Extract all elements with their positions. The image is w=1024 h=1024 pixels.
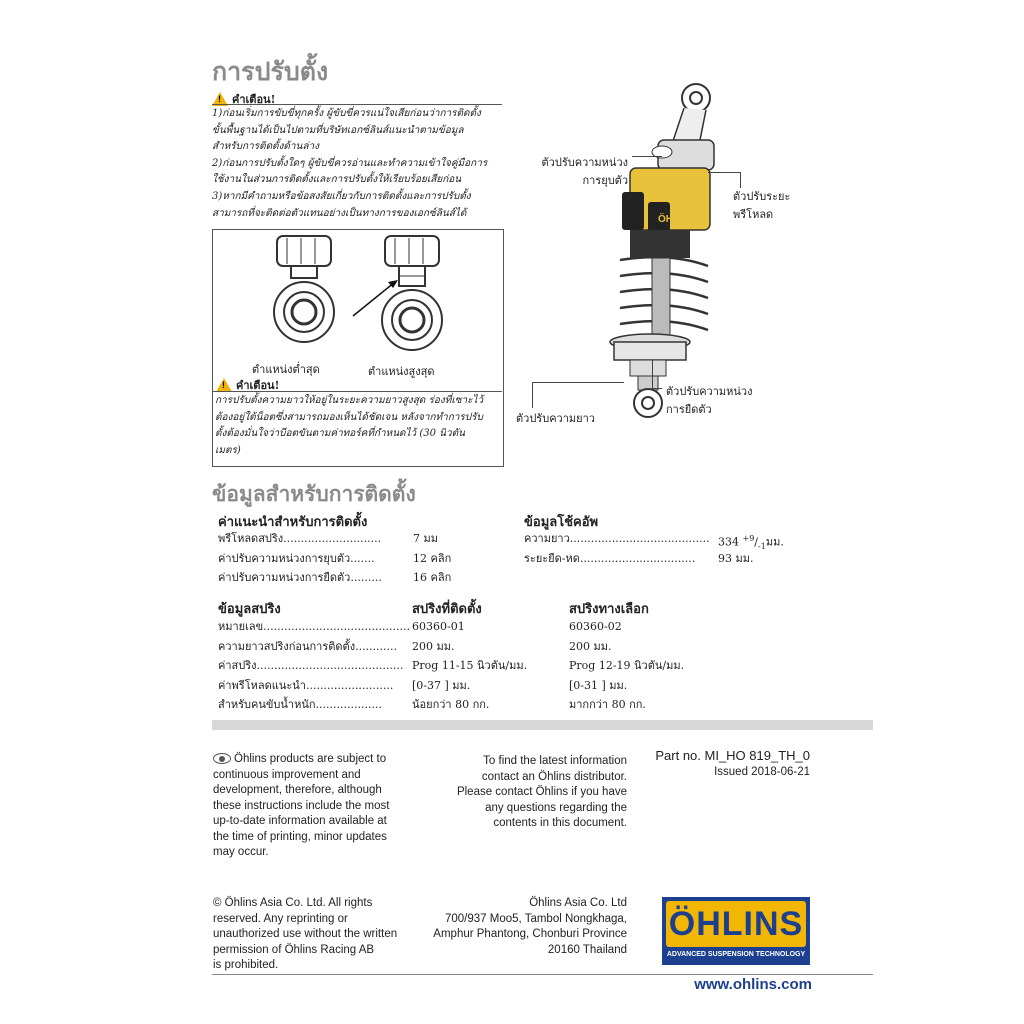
address-line: 20160 Thailand: [547, 943, 627, 956]
notice-block: [213, 752, 413, 861]
row-option: [0-31 ] มม.: [569, 678, 628, 692]
row-label: พรีโหลดสปริง............................: [218, 532, 382, 545]
callout-compression-l2: การยุบตัว: [582, 174, 628, 187]
row-label: ความยาวสปริงก่อนการติดตั้ง............: [218, 639, 398, 653]
row-value: 16 คลิก: [413, 571, 452, 584]
notice-line: these instructions include the most: [213, 799, 390, 812]
row-label: ค่าปรับความหน่วงการยุบตัว.......: [218, 551, 375, 565]
warning-line: สำหรับการติดตั้งด้านล่าง: [212, 141, 320, 153]
logo-text: ÖHLINS: [668, 904, 804, 943]
warning-label: คำเตือน!: [232, 93, 276, 106]
callout-rebound: [666, 383, 752, 419]
part-number: Part no. MI_HO 819_TH_0: [655, 748, 810, 763]
recommend-heading: ค่าแนะนำสำหรับการติดตั้ง: [218, 515, 368, 530]
notice-text: Öhlins products are subject to: [234, 753, 387, 765]
notice-line: the time of printing, minor updates: [213, 830, 387, 843]
table-row: [524, 549, 804, 569]
row-value: 12 คลิก: [413, 551, 452, 565]
copyright-line: permission of Öhlins Racing AB: [213, 943, 375, 956]
recommend-table: [218, 529, 468, 588]
copyright-line: © Öhlins Asia Co. Ltd. All rights: [213, 897, 373, 909]
installed-heading: สปริงที่ติดตั้ง: [412, 602, 482, 617]
website-link[interactable]: www.ohlins.com: [694, 976, 812, 993]
length-tol-minus: -1: [758, 541, 766, 551]
table-row: [524, 529, 804, 549]
notice-line: may occur.: [213, 846, 269, 858]
warning2-line: ต้องอยู่ใต้น็อตซึ่งสามารถมองเห็นได้ชัดเจน หลังจากทำการปรับ: [215, 411, 483, 423]
svg-text:ÖH: ÖH: [658, 214, 673, 225]
section-divider: [212, 720, 873, 730]
row-label: ค่าสปริง..........................................: [218, 659, 404, 672]
contact-line: To find the latest information: [483, 755, 627, 767]
row-label: หมายเลข..........................................: [218, 620, 411, 633]
row-installed: 60360-01: [412, 620, 465, 633]
row-installed: น้อยกว่า 80 กก.: [412, 698, 490, 711]
row-installed: Prog 11-15 นิวตัน/มม.: [412, 659, 528, 672]
row-label: ค่าพรีโหลดแนะนำ.........................: [218, 678, 394, 692]
row-option: มากกว่า 80 กก.: [569, 698, 646, 711]
address-line: Amphur Phantong, Chonburi Province: [433, 928, 627, 940]
row-label: ค่าปรับความหน่วงการยืดตัว.........: [218, 571, 382, 584]
warning2-label: คำเตือน!: [236, 379, 280, 392]
position-low-label: ตำแหน่งต่ำสุด: [252, 363, 320, 376]
warning-line: สามารถที่จะติดต่อตัวแทนอย่างเป็นทางการของเอกซ์ลินส์ได้: [212, 207, 467, 219]
length-unit: มม.: [765, 535, 784, 549]
warning-icon: [216, 378, 232, 392]
warning2-line: เมตร): [215, 444, 241, 456]
warning-line: ขั้นพื้นฐานได้เป็นไปตามที่บริษัทเอกซ์ลินส์แนะนำตามข้อมูล: [212, 124, 464, 136]
shock-heading: ข้อมูลโช้คอัพ: [524, 515, 599, 530]
spring-heading: ข้อมูลสปริง: [218, 602, 281, 617]
table-row: [218, 695, 698, 715]
contact-line: any questions regarding the: [485, 801, 627, 814]
row-label: ความยาว........................................: [524, 532, 710, 545]
row-value: 7 มม: [413, 532, 438, 545]
install-title: ข้อมูลสำหรับการติดตั้ง: [212, 481, 416, 506]
shock-table: [524, 529, 804, 568]
notice-line: up-to-date information available at: [213, 815, 387, 827]
row-option: 60360-02: [569, 620, 622, 633]
shock-absorber-illustration: [600, 80, 740, 425]
contact-line: contact an Öhlins distributor.: [481, 770, 627, 783]
table-row: [218, 637, 698, 657]
callout-compression-l1: ตัวปรับความหน่วง: [541, 156, 628, 169]
copyright-line: is prohibited.: [213, 959, 279, 971]
row-option: 200 มม.: [569, 639, 612, 653]
callout-preload: [733, 188, 790, 224]
rod-end-illustration: [213, 230, 501, 370]
rod-end-low: [274, 236, 334, 342]
callout-rebound-l1: ตัวปรับความหน่วง: [666, 385, 753, 398]
address-line: 700/937 Moo5, Tambol Nongkhaga,: [444, 912, 627, 925]
table-row: [218, 549, 468, 569]
length-tol-slash: /: [754, 535, 759, 549]
eye-icon: [213, 753, 231, 764]
rod-end-high: [382, 236, 442, 350]
notice-line: development, therefore, although: [213, 784, 382, 796]
contact-block: [432, 754, 627, 832]
warning-line: 3)หากมีคำถามหรือข้อสงสัยเกี่ยวกับการติดตั้งและการปรับตั้ง: [212, 190, 471, 202]
warning2-text: [215, 393, 501, 459]
position-high-label: ตำแหน่งสูงสุด: [368, 365, 435, 378]
row-label: สำหรับคนขับน้ำหนัก...................: [218, 698, 382, 711]
contact-line: contents in this document.: [493, 817, 627, 829]
row-value: 93 มม.: [718, 551, 754, 565]
callout-preload-l2: พรีโหลด: [733, 208, 774, 221]
table-row: [218, 529, 468, 549]
address-block: [410, 896, 627, 958]
warning2-line: การปรับตั้งความยาวให้อยู่ในระยะความยาวสูงสุด ร่องที่เซาะไว้: [215, 395, 484, 406]
callout-length: ตัวปรับความยาว: [516, 412, 595, 425]
length-tol-plus: +9: [742, 534, 755, 543]
address-line: Öhlins Asia Co. Ltd: [529, 897, 627, 909]
warning-line: 2)ก่อนการปรับตั้งใดๆ ผู้ขับขี่ควรอ่านและทำความเข้าใจคู่มือการ: [212, 157, 488, 169]
callout-rebound-l2: การยืดตัว: [666, 403, 712, 416]
table-row: [218, 568, 468, 588]
page-title: การปรับตั้ง: [212, 57, 329, 86]
row-option: Prog 12-19 นิวตัน/มม.: [569, 659, 685, 672]
contact-line: Please contact Öhlins if you have: [456, 786, 627, 798]
row-installed: 200 มม.: [412, 639, 455, 653]
table-row: [218, 617, 698, 637]
copyright-line: unauthorized use without the written: [213, 928, 398, 940]
warning-line: ใช้งานในส่วนการติดตั้งและการปรับตั้งให้เรียบร้อยเสียก่อน: [212, 174, 462, 186]
warning-text: [212, 106, 504, 222]
warning-line: 1)ก่อนเริ่มการขับขี่ทุกครั้ง ผู้ขับขี่ควรแน่ใจเสียก่อนว่าการติดตั้ง: [212, 108, 481, 119]
length-value: 334: [718, 535, 739, 549]
table-row: [218, 656, 698, 676]
logo-tagline: ADVANCED SUSPENSION TECHNOLOGY: [666, 951, 806, 958]
row-installed: [0-37 ] มม.: [412, 678, 471, 692]
warning2-line: ตั้งต้องมั่นใจว่าบีอตขันตามค่าทอร์คที่กำหนดไว้ (30 นิวตัน: [215, 428, 465, 440]
footer-divider: [212, 974, 873, 975]
option-heading: สปริงทางเลือก: [569, 602, 649, 617]
copyright-line: reserved. Any reprinting or: [213, 912, 348, 925]
notice-line: continuous improvement and: [213, 768, 361, 781]
row-label: ระยะยืด-หด.................................: [524, 551, 696, 565]
issued-date: Issued 2018-06-21: [714, 766, 810, 778]
notice-line: [213, 752, 413, 768]
spring-table: [218, 617, 698, 715]
callout-preload-l1: ตัวปรับระยะ: [733, 190, 791, 203]
callout-compression: [524, 154, 628, 190]
copyright-block: [213, 896, 423, 974]
table-row: [218, 676, 698, 696]
ohlins-logo[interactable]: [662, 897, 810, 965]
